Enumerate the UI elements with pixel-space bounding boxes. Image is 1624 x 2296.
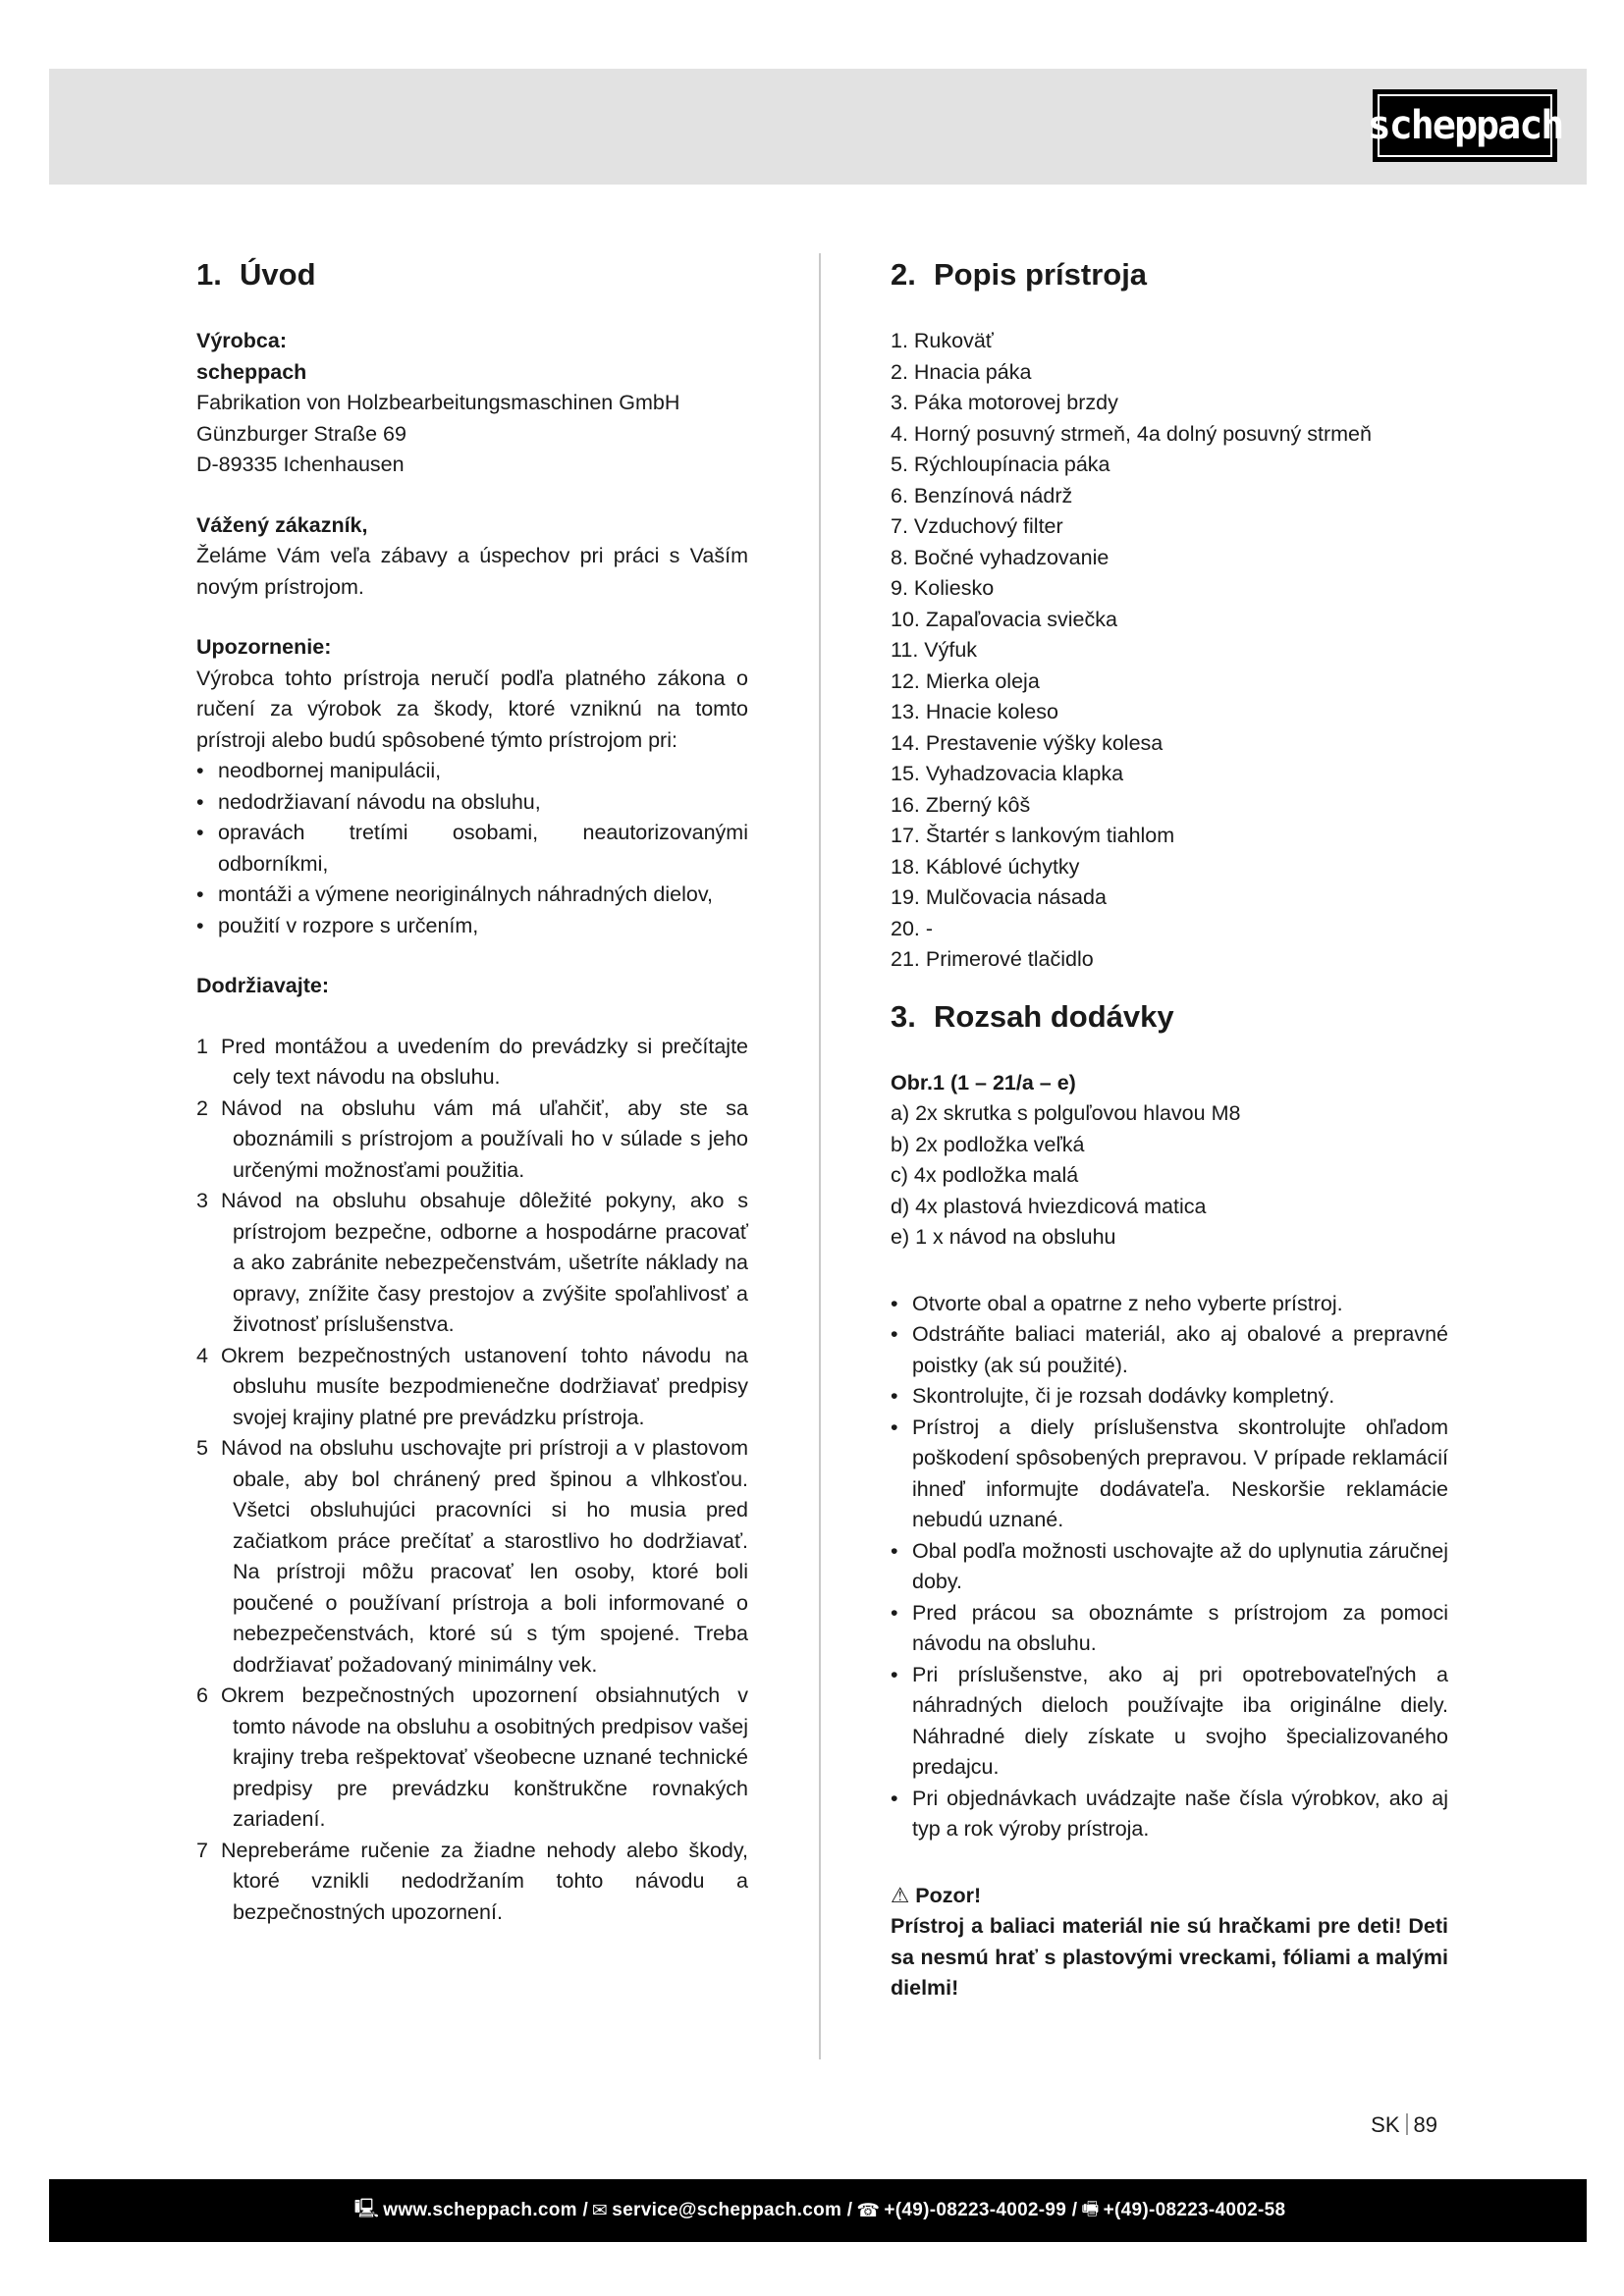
list-item: 6. Benzínová nádrž <box>891 483 1073 507</box>
warning-text: Prístroj a baliaci materiál nie sú hračkami pre deti! Deti sa nesmú hrať s plastovými vreckami, fóliami a malými dielmi! <box>891 1914 1448 2000</box>
figure-label: Obr.1 (1 – 21/a – e) <box>891 1070 1076 1095</box>
list-item: e) 1 x návod na obsluhu <box>891 1225 1116 1249</box>
list-item: 2. Hnacia páka <box>891 359 1032 384</box>
list-item: 20. - <box>891 916 934 940</box>
list-item: 13. Hnacie koleso <box>891 700 1058 723</box>
list-item: 3. Páka motorovej brzdy <box>891 391 1118 414</box>
section-number: 1. <box>196 257 222 292</box>
list-item <box>196 1433 748 1681</box>
list-item: • Otvorte obal a opatrne z neho vyberte prístroj. <box>891 1289 1448 1320</box>
list-item: • Pri objednávkach uvádzajte naše čísla výrobkov, ako aj typ a rok výroby prístroja. <box>891 1784 1448 1845</box>
item-text: Návod na obsluhu obsahuje dôležité pokyny, ako s prístrojom bezpečne, odborne a hospodárne pracovať a ako zabránite nebezpečenstvám, ušetríte náklady na opravy, znížite časy prestojov a zvýšite spoľahlivosť a životnosť príslušenstva. <box>221 1189 748 1336</box>
item-number: 4 <box>196 1343 208 1367</box>
manufacturer-label: Výrobca: <box>196 329 288 352</box>
list-item: d) 4x plastová hviezdicová matica <box>891 1194 1207 1218</box>
warning-heading <box>891 1881 1448 1912</box>
page-lang: SK <box>1371 2112 1400 2137</box>
section-title-description <box>891 253 1448 296</box>
parts-list <box>891 326 1448 976</box>
warning-title: Pozor! <box>915 1883 982 1907</box>
footer-email-link[interactable]: service@scheppach.com / <box>612 2200 853 2220</box>
item-text: Okrem bezpečnostných upozornení obsiahnutých v tomto návode na obsluhu a osobitných predpisov vašej krajiny treba rešpektovať všeobecne uznané technické predpisy pre prevádzku konštrukčne rovnakých zariadení. <box>221 1683 748 1831</box>
item-number: 2 <box>196 1095 208 1120</box>
list-item: 19. Mulčovacia násada <box>891 885 1107 909</box>
item-number: 6 <box>196 1683 208 1707</box>
item-text: Pred montážou a uvedením do prevádzky si prečítajte cely text návodu na obsluhu. <box>221 1034 748 1089</box>
observe-label: Dodržiavajte: <box>196 974 330 997</box>
scope-items-list <box>891 1098 1448 1254</box>
section-title-scope <box>891 995 1448 1039</box>
list-item: 4. Horný posuvný strmeň, 4a dolný posuvný strmeň <box>891 421 1372 446</box>
list-item <box>196 1094 748 1187</box>
list-item: 9. Koliesko <box>891 576 995 600</box>
list-item: • Obal podľa možnosti uschovajte až do uplynutia záručnej doby. <box>891 1536 1448 1598</box>
list-item: 7. Vzduchový filter <box>891 514 1063 538</box>
address-line: D-89335 Ichenhausen <box>196 453 405 476</box>
warning-icon: ⚠ <box>891 1883 910 1907</box>
page-number <box>1371 2112 1437 2138</box>
section-title-text: Popis prístroja <box>934 257 1148 292</box>
page-number-value: 89 <box>1413 2112 1437 2137</box>
section-title-text: Rozsah dodávky <box>934 998 1174 1034</box>
list-item <box>196 1341 748 1434</box>
item-text: Návod na obsluhu vám má uľahčiť, aby ste sa oboznámili s prístrojom a používali ho v súlade s jeho určenými možnosťami použitia. <box>221 1095 748 1182</box>
brand-logo: scheppach <box>1373 89 1557 162</box>
list-item: 8. Bočné vyhadzovanie <box>891 545 1110 569</box>
list-item: b) 2x podložka veľká <box>891 1132 1085 1156</box>
column-divider <box>819 253 821 2059</box>
observe-numbered-list <box>196 1032 748 1929</box>
item-number: 5 <box>196 1436 208 1460</box>
email-icon: ✉ <box>592 2200 609 2221</box>
address-line: Günzburger Straße 69 <box>196 421 406 446</box>
list-item: 18. Káblové úchytky <box>891 854 1080 879</box>
list-item: 15. Vyhadzovacia klapka <box>891 762 1124 785</box>
footer-phone: +(49)-08223-4002-99 / <box>884 2200 1078 2220</box>
list-item <box>196 1032 748 1094</box>
fax-icon: 🖷 <box>1081 2199 1100 2219</box>
section-number: 2. <box>891 257 916 292</box>
list-item: • Odstráňte baliaci materiál, ako aj obalové a prepravné poistky (ak sú použité). <box>891 1319 1448 1381</box>
greeting-text: Želáme Vám veľa zábavy a úspechov pri práci s Vaším novým prístrojom. <box>196 544 748 599</box>
section-title-text: Úvod <box>240 257 316 292</box>
monitor-icon: 🖳 <box>353 2199 380 2219</box>
list-item: c) 4x podložka malá <box>891 1163 1079 1187</box>
list-item: • Pri príslušenstve, ako aj pri opotrebovateľných a náhradných dieloch používajte iba originálne diely. Náhradné diely získate u svojho špecializovaného predajcu. <box>891 1660 1448 1784</box>
list-item: 21. Primerové tlačidlo <box>891 947 1094 971</box>
address-line: Fabrikation von Holzbearbeitungsmaschinen GmbH <box>196 391 680 414</box>
list-item: 11. Výfuk <box>891 638 978 662</box>
header-band <box>49 69 1587 185</box>
phone-icon: ☎ <box>856 2200 881 2221</box>
brand-name: scheppach <box>196 359 307 384</box>
item-number: 7 <box>196 1838 208 1862</box>
list-item <box>196 1186 748 1341</box>
list-item: 10. Zapaľovacia sviečka <box>891 607 1117 631</box>
list-item: 14. Prestavenie výšky kolesa <box>891 730 1164 755</box>
footer-web-link[interactable]: www.scheppach.com / <box>383 2200 589 2220</box>
greeting-label: Vážený zákazník, <box>196 512 368 537</box>
list-item: • montáži a výmene neoriginálnych náhradných dielov, <box>196 880 748 911</box>
list-item: 1. Rukoväť <box>891 329 994 352</box>
list-item: • Pred prácou sa oboznámte s prístrojom za pomoci návodu na obsluhu. <box>891 1598 1448 1660</box>
page-number-separator <box>1406 2113 1408 2135</box>
left-column <box>196 253 748 1928</box>
list-item: a) 2x skrutka s polguľovou hlavou M8 <box>891 1101 1241 1125</box>
list-item: • použití v rozpore s určením, <box>196 911 748 942</box>
list-item: 5. Rýchloupínacia páka <box>891 453 1110 476</box>
item-text: Okrem bezpečnostných ustanovení tohto návodu na obsluhu musíte bezpodmienečne dodržiavať predpisy svojej krajiny platné pre prevádzku prístroja. <box>221 1343 748 1429</box>
item-text: Nepreberáme ručenie za žiadne nehody alebo škody, ktoré vznikli nedodržaním tohto návodu a bezpečnostných upozornení. <box>221 1838 748 1924</box>
list-item: • neodbornej manipulácii, <box>196 756 748 787</box>
footer-bar <box>49 2179 1587 2242</box>
list-item: 17. Štartér s lankovým tiahlom <box>891 824 1175 847</box>
notice-label: Upozornenie: <box>196 635 332 659</box>
list-item: • Skontrolujte, či je rozsah dodávky kompletný. <box>891 1381 1448 1413</box>
list-item: 16. Zberný kôš <box>891 792 1031 817</box>
footer-fax: +(49)-08223-4002-58 <box>1103 2200 1286 2220</box>
section-title-intro <box>196 253 748 296</box>
list-item <box>196 1836 748 1929</box>
notice-text: Výrobca tohto prístroja neručí podľa platného zákona o ručení za výrobok za škody, ktoré vzniknú na tomto prístroji alebo budú spôsobené týmto prístrojom pri: <box>196 666 748 752</box>
scope-bullet-list <box>891 1289 1448 1845</box>
item-text: Návod na obsluhu uschovajte pri prístroji a v plastovom obale, aby bol chránený pred špinou a vlhkosťou. Všetci obsluhujúci pracovníci si ho musia pred začiatkom práce prečítať a starostlivo ho dodržiavať. Na prístroji môžu pracovať len osoby, ktoré boli poučené o používaní prístroja a boli informované o nebezpečenstvách, ktoré sú s tým spojené. Treba dodržiavať požadovaný minimálny vek. <box>221 1436 748 1677</box>
list-item: • nedodržiavaní návodu na obsluhu, <box>196 787 748 819</box>
notice-bullet-list <box>196 756 748 941</box>
list-item <box>196 1681 748 1836</box>
right-column <box>891 253 1448 2004</box>
list-item: 12. Mierka oleja <box>891 668 1040 693</box>
section-number: 3. <box>891 998 916 1034</box>
list-item: • Prístroj a diely príslušenstva skontrolujte ohľadom poškodení spôsobených prepravou. V prípade reklamácií ihneď informujte dodávateľa. Neskoršie reklamácie nebudú uznané. <box>891 1413 1448 1536</box>
item-number: 1 <box>196 1034 208 1058</box>
list-item: • opravách tretími osobami, neautorizovanými odborníkmi, <box>196 818 748 880</box>
item-number: 3 <box>196 1189 208 1212</box>
